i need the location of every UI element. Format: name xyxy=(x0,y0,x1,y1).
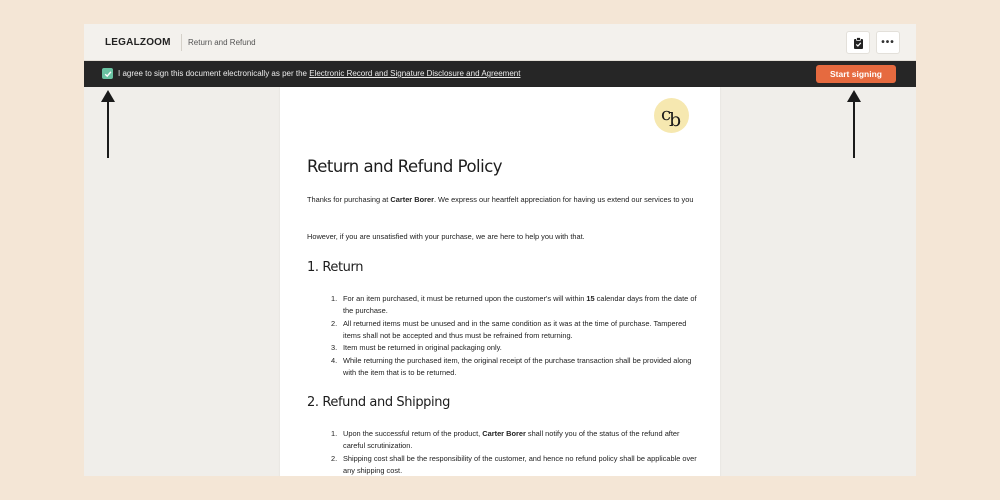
list-text: Upon the successful return of the product, xyxy=(343,429,483,438)
list-number: 2. xyxy=(331,318,338,328)
list-text: Item must be returned in original packaging only. xyxy=(343,343,502,352)
list-text: While returning the purchased item, the original receipt of the purchase transaction shall be provided along with the item that is to be returned. xyxy=(343,355,692,377)
list-text: Shipping cost shall be the responsibility of the customer, and hence no refund policy shall be applicable over any shipping cost. xyxy=(343,453,697,475)
intro-text-end: . We express our heartfelt appreciation for having us extend our services to you xyxy=(433,195,694,204)
list-text: All returned items must be unused and in the same condition as it was at the time of purchase. Tampered items shall not be accepted and thus must be refrained from returning. xyxy=(343,318,687,340)
divider xyxy=(181,34,182,51)
arrow-shaft xyxy=(107,100,109,158)
more-icon: ••• xyxy=(881,37,895,48)
svg-text:b: b xyxy=(668,108,681,130)
list-item xyxy=(327,355,697,379)
policy-title: Return and Refund Policy xyxy=(307,157,503,176)
document-page xyxy=(280,87,720,476)
section-heading-refund-shipping: 2. Refund and Shipping xyxy=(307,395,450,410)
list-number: 1. xyxy=(331,294,338,303)
checkmark-icon xyxy=(104,70,112,78)
list-item xyxy=(327,342,697,354)
top-bar xyxy=(84,24,916,61)
clipboard-check-icon xyxy=(853,37,864,49)
consent-text xyxy=(118,69,520,78)
agree-checkbox[interactable] xyxy=(102,68,113,79)
return-list xyxy=(327,293,697,379)
consent-text-prefix: I agree to sign this document electronically as per the xyxy=(118,69,310,78)
list-number: 4. xyxy=(331,355,338,365)
unsatisfied-paragraph: However, if you are unsatisfied with your purchase, we are here to help you with that. xyxy=(307,232,585,241)
list-text-end: shall notify you of the status of the refund after careful scrutinization. xyxy=(343,429,680,450)
company-name: Carter Borer xyxy=(390,195,434,204)
list-text-end: calendar days from the date of the purchase. xyxy=(343,294,697,315)
list-number: 3. xyxy=(331,343,338,352)
start-signing-button[interactable]: Start signing xyxy=(816,65,896,83)
refund-list xyxy=(327,428,697,476)
consent-bar xyxy=(84,61,916,87)
list-bold: Carter Borer xyxy=(482,429,526,438)
list-number: 2. xyxy=(331,453,338,463)
svg-text:c: c xyxy=(660,103,671,125)
document-title-breadcrumb: Return and Refund xyxy=(188,38,256,47)
more-options-button[interactable] xyxy=(876,31,900,54)
clipboard-button[interactable] xyxy=(846,31,870,54)
intro-paragraph xyxy=(307,194,697,206)
list-item xyxy=(327,293,697,317)
list-item xyxy=(327,428,697,452)
app-window xyxy=(84,24,916,476)
legalzoom-logo[interactable]: LEGALZOOM xyxy=(105,37,171,48)
arrow-shaft xyxy=(853,100,855,158)
disclosure-agreement-link[interactable]: Electronic Record and Signature Disclosure and Agreement xyxy=(309,69,521,78)
list-item xyxy=(327,318,697,342)
list-number: 1. xyxy=(331,429,338,438)
list-text: For an item purchased, it must be returned upon the customer's will within xyxy=(343,294,587,303)
list-item xyxy=(327,453,697,477)
intro-text: Thanks for purchasing at xyxy=(307,195,391,204)
list-bold: 15 xyxy=(586,294,595,303)
company-monogram-logo xyxy=(654,98,689,133)
section-heading-return: 1. Return xyxy=(307,260,364,275)
